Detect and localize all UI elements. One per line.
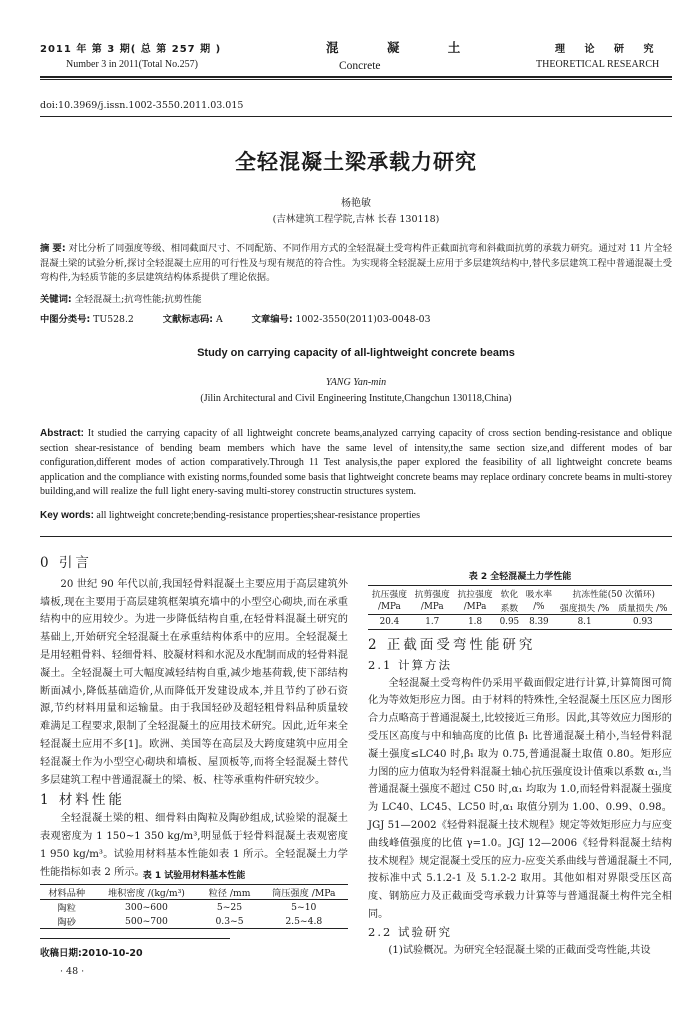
page-title: 全轻混凝土梁承载力研究: [235, 150, 477, 174]
author: 杨艳敏: [341, 198, 371, 209]
journal-name-cn: 混 凝 土: [326, 40, 483, 55]
doc-code-value: A: [215, 314, 223, 325]
author-en: YANG Yan-min: [325, 377, 387, 388]
clc-label: 中图分类号:: [40, 314, 91, 325]
table-cell: 1.8: [454, 615, 497, 630]
table-header-cell: /MPa: [411, 600, 454, 615]
table-header-cell: /MPa: [368, 600, 411, 615]
keywords-en-label: Key words:: [40, 510, 94, 521]
section-1-heading: 1 材料性能: [40, 792, 125, 809]
section-type-cn: 理 论 研 究: [555, 44, 662, 55]
received-date: [40, 945, 143, 959]
table-header-cell: 强度损失 /%: [555, 600, 613, 615]
section-2-1-paragraph: 全轻混凝土受弯构件仍采用平截面假定进行计算,计算简图可简化为等效矩形应力图。由于材料的特殊性,全轻混凝土压区应力图形合力点略高于普通混凝土,比较接近三角形。因此,其等效应力图形的受压区高度与中和轴高度的比值 β₁ 比普通混凝土稍小,当轻骨料混凝土强度≤LC40 时,β₁ 取为 0.75,普通混凝土取值 0.80。矩形应力图的应力值取为轻骨料混凝土轴心抗压强度设计值乘以系数 α₁,当普通混凝土强度不超过 C50 时,α₁ 均取为 1.0,而轻骨料混凝土强度为 LC40、LC45、LC50 时,α₁ 取值分别为 1.00、0.99、0.98。JGJ 51—2002《轻骨料混凝土技术规程》规定等效矩形应力与应变曲线峰值强度的比值 γ=1.0。JGJ 12—2006《轻骨料混凝土结构技术规程》规定混凝土受压的应力-应变关系曲线与普通混凝土不同,按标准中式 5.1.2-1 及 5.1.2-2 取用。其他如相对界限受压区高度、钢筋应力及正截面受弯承载力计算等与普通混凝土构件完全相同。: [368, 677, 672, 920]
table-header-cell: 抗剪强度: [411, 586, 454, 601]
table-cell: 500~700: [93, 914, 199, 929]
table-header-cell: 质量损失 /%: [614, 600, 672, 615]
abstract-rule: [40, 536, 672, 537]
clc-value: TU528.2: [93, 314, 134, 325]
keywords-en-text: all lightweight concrete;bending-resistance properties;shear-resistance properties: [96, 510, 420, 521]
abstract-en: [40, 427, 672, 500]
table-cell: 0.3~5: [199, 914, 259, 929]
abstract-cn-label: 摘 要:: [40, 243, 66, 254]
header-rule: [40, 76, 672, 78]
journal-name-en: Concrete: [339, 60, 381, 72]
table-header-cell: /%: [522, 600, 555, 615]
table-1: [40, 868, 348, 929]
table-header-cell: 筒压强度 /MPa: [260, 885, 348, 900]
table-cell: 20.4: [368, 615, 411, 630]
header-rule-thin: [40, 79, 672, 80]
keywords-cn-text: 全轻混凝土;抗弯性能;抗剪性能: [74, 294, 202, 305]
page-number: · 48 ·: [60, 966, 85, 977]
table-cell: 陶粒: [57, 903, 76, 914]
section-2-2-heading: 2.2 试验研究: [368, 924, 452, 939]
table-header-cell: 材料品种: [40, 885, 93, 900]
table-cell: 300~600: [125, 901, 168, 913]
article-no-label: 文章编号:: [251, 314, 293, 325]
table-header-cell: /MPa: [454, 600, 497, 615]
section-type-en: THEORETICAL RESEARCH: [536, 59, 660, 70]
journal-issue-cn: 2011 年 第 3 期( 总 第 257 期 ): [40, 44, 222, 55]
table-cell: 5~25: [216, 901, 243, 913]
table-header-cell: 抗压强度: [368, 586, 411, 601]
section-2-1-heading: 2.1 计算方法: [368, 657, 452, 672]
doi-rule: [40, 116, 672, 117]
table-header-cell: 堆积密度 /(kg/m³): [93, 885, 199, 900]
right-column-body: [368, 637, 672, 959]
abstract-en-text: It studied the carrying capacity of all lightweight concrete beams,analyzed carrying capacity of cross section bending-resistance and oblique section shear-resistance of bending beam members which have the same level of intensity,the same section size,and different modes of bar configuration,different modes of action comparatively.Through 11 Test analysis,the paper explored the feasibility of all lightweight concrete beams application and the compliance with existing norms,founded some basis that lightweight concrete beams may replace ordinary concrete beams in multi-storey building,and will realize the full light enery-saving multi-storey constructin structures system.: [40, 428, 672, 498]
table-cell: 0.95: [496, 615, 522, 630]
abstract-en-label: Abstract:: [40, 428, 84, 439]
section-1-paragraph: 全轻混凝土梁的粗、细骨料由陶粒及陶砂组成,试验梁的混凝土表观密度为 1 150~1 350 kg/m³,明显低于轻骨料混凝土表观密度 1 950 kg/m³。试验用材料基本性能如表 1 所示。全轻混凝土力学性能指标如表 2 所示。: [40, 813, 348, 878]
table-1-grid: [40, 884, 348, 929]
table-header-cell: 抗冻性能(50 次循环): [555, 586, 672, 601]
table-row: [40, 885, 348, 900]
table-1-caption: 表 1 试验用材料基本性能: [142, 871, 246, 881]
table-cell: 1.7: [411, 615, 454, 630]
abstract-cn-text: 对比分析了同强度等级、相同截面尺寸、不同配筋、不同作用方式的全轻混凝土受弯构件正截面抗弯和斜截面抗剪的承载力研究。通过对 11 片全轻混凝土梁的试验分析,探讨全轻混凝土应用的可行性及与现有规范的符合性。为实现将全轻混凝土应用于多层建筑结构中,替代多层建筑工程中普通混凝土受弯构件,为轻质节能的多层建筑结构体系提供了理论依据。: [40, 243, 672, 283]
table-2-caption: 表 2 全轻混凝土力学性能: [468, 572, 572, 582]
affiliation-en: (Jilin Architectural and Civil Engineering Institute,Changchun 130118,China): [200, 393, 512, 404]
table-row: [40, 900, 348, 915]
section-0-heading: 0 引言: [40, 555, 92, 571]
table-cell: 2.5~4.8: [260, 914, 348, 929]
footnote-rule: [40, 938, 230, 939]
table-2: [368, 569, 672, 630]
title-en: Study on carrying capacity of all-lightweight concrete beams: [197, 347, 515, 359]
table-2-grid: [368, 585, 672, 630]
affiliation: (吉林建筑工程学院,吉林 长春 130118): [272, 214, 440, 225]
table-cell: 5~10: [291, 901, 317, 913]
abstract-cn: [40, 242, 672, 286]
keywords-cn-label: 关键词:: [40, 294, 72, 305]
article-no-value: 1002-3550(2011)03-0048-03: [295, 314, 431, 325]
table-cell: 陶砂: [40, 914, 93, 929]
table-cell: 8.39: [522, 615, 555, 630]
table-header-cell: 软化: [496, 586, 522, 601]
table-row: [40, 914, 348, 929]
table-header-cell: 粒径 /mm: [199, 885, 259, 900]
doi: doi:10.3969/j.issn.1002-3550.2011.03.015: [40, 100, 244, 111]
doc-code-label: 文献标志码:: [162, 314, 213, 325]
table-cell: 0.93: [614, 615, 672, 630]
table-row: [368, 586, 672, 601]
left-column: [40, 555, 348, 881]
keywords-cn: [40, 293, 672, 308]
table-row: [368, 615, 672, 630]
table-row: [368, 600, 672, 615]
received-date-text: 收稿日期:2010-10-20: [40, 948, 143, 959]
keywords-en: [40, 509, 672, 524]
section-2-heading: 2 正截面受弯性能研究: [368, 637, 536, 653]
section-0-paragraph: 20 世纪 90 年代以前,我国轻骨料混凝土主要应用于高层建筑外墙板,现在主要用于高层建筑框架填充墙中的小型空心砌块,而在承重结构中的应用较少。为进一步降低结构自重,在轻骨料混凝土研究的基础上,开始研究全轻混凝土在承重结构体系中的应用。全轻混凝土是用轻粗骨料、轻细骨料、胶凝材料和水泥及水配制而成的轻骨料混凝土。全轻混凝土可大幅度减轻结构自重,减少地基荷载,使下部结构断面减小,降低基础造价,从而降低开发建设成本,并且节约了砂石资源,节约材料用量和运输量。由于我国轻砂及超轻粗骨料品种质量较难满足工程要求,限制了全轻混凝土的应用技术研究。因此,近年来全轻混凝土应用不多[1]。欧洲、美国等在高层及大跨度建筑中应用全轻混凝土作为小型空心砌块和墙板、屋顶板等,而将全轻混凝土替代多层建筑工程中普通混凝土的梁、板、柱等承重构件研究较少。: [40, 578, 348, 786]
journal-issue-en: Number 3 in 2011(Total No.257): [66, 59, 198, 70]
section-2-2-paragraph: (1)试验概况。为研究全轻混凝土梁的正截面受弯性能,共设: [388, 944, 651, 956]
table-header-cell: 系数: [496, 600, 522, 615]
table-cell: 8.1: [555, 615, 613, 630]
classification-row: [40, 311, 672, 325]
table-header-cell: 吸水率: [522, 586, 555, 601]
table-header-cell: 抗拉强度: [454, 586, 497, 601]
